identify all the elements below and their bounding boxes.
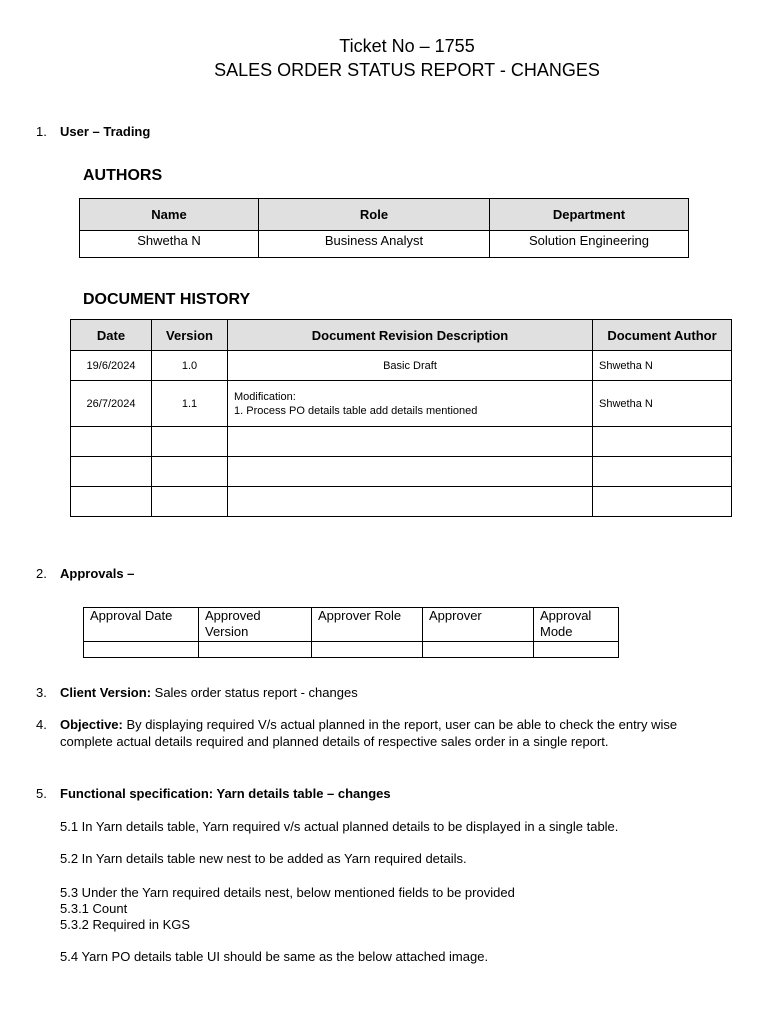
history-col-version: Version	[152, 320, 228, 351]
approvals-col-date: Approval Date	[84, 608, 199, 642]
spec-5-4: 5.4 Yarn PO details table UI should be same as the below attached image.	[60, 949, 489, 964]
author-department: Solution Engineering	[490, 231, 689, 258]
objective-line2: complete actual details required and planned details of respective sales order in a single report.	[60, 734, 609, 749]
section-4-number: 4.	[36, 717, 47, 732]
history-date: 19/6/2024	[71, 351, 152, 381]
document-title: SALES ORDER STATUS REPORT - CHANGES	[214, 60, 600, 80]
spec-5-3-1: 5.3.1 Count	[60, 901, 128, 916]
spec-5-3: 5.3 Under the Yarn required details nest, below mentioned fields to be provided	[60, 885, 515, 900]
history-author: Shwetha N	[593, 351, 732, 381]
approvals-table	[83, 607, 619, 658]
table-row	[71, 381, 732, 427]
table-row	[80, 231, 689, 258]
approvals-col-role: Approver Role	[312, 608, 423, 642]
objective-label: Objective:	[60, 717, 123, 732]
approvals-col-mode: Approval Mode	[534, 608, 619, 642]
spec-5-2: 5.2 In Yarn details table new nest to be added as Yarn required details.	[60, 851, 467, 866]
approvals-col-approver: Approver	[423, 608, 534, 642]
section-1-text: User – Trading	[60, 124, 151, 139]
history-version: 1.0	[152, 351, 228, 381]
history-author: Shwetha N	[593, 381, 732, 427]
author-name: Shwetha N	[80, 231, 259, 258]
table-row	[71, 487, 732, 517]
history-col-date: Date	[71, 320, 152, 351]
authors-heading: AUTHORS	[83, 167, 163, 184]
approvals-header-row	[84, 608, 619, 642]
section-2-text: Approvals –	[60, 566, 135, 581]
history-date: 26/7/2024	[71, 381, 152, 427]
client-version-label: Client Version:	[60, 685, 152, 700]
history-heading: DOCUMENT HISTORY	[83, 291, 251, 308]
history-table	[70, 319, 732, 517]
section-3-text	[60, 684, 358, 701]
section-3-number: 3.	[36, 685, 47, 700]
authors-col-name: Name	[80, 199, 259, 231]
objective-text: By displaying required V/s actual planned in the report, user can be able to check the entry wise	[122, 717, 678, 732]
approvals-col-version: Approved Version	[199, 608, 312, 642]
history-header-row	[71, 320, 732, 351]
authors-header-row	[80, 199, 689, 231]
section-5-number: 5.	[36, 786, 47, 801]
history-col-description: Document Revision Description	[228, 320, 593, 351]
table-row	[84, 642, 619, 658]
section-1-number: 1.	[36, 124, 47, 139]
objective-line1	[60, 716, 740, 733]
authors-col-role: Role	[259, 199, 490, 231]
authors-col-department: Department	[490, 199, 689, 231]
table-row	[71, 457, 732, 487]
spec-5-3-2: 5.3.2 Required in KGS	[60, 917, 191, 932]
spec-5-1: 5.1 In Yarn details table, Yarn required v/s actual planned details to be displayed in a single table.	[60, 819, 619, 834]
table-row	[71, 427, 732, 457]
history-description-text: Basic Draft	[383, 359, 437, 372]
section-2-number: 2.	[36, 566, 47, 581]
client-version-value: Sales order status report - changes	[151, 685, 358, 700]
authors-table	[79, 198, 689, 258]
section-5-heading: Functional specification: Yarn details table – changes	[60, 786, 391, 801]
author-role: Business Analyst	[259, 231, 490, 258]
table-row	[71, 351, 732, 381]
history-description	[228, 351, 593, 381]
history-description-line2: 1. Process PO details table add details mentioned	[234, 404, 478, 417]
history-description	[228, 381, 593, 427]
section-4-text	[60, 716, 740, 750]
history-col-author: Document Author	[593, 320, 732, 351]
ticket-number: Ticket No – 1755	[339, 36, 475, 56]
history-description-line1: Modification:	[234, 390, 296, 403]
history-version: 1.1	[152, 381, 228, 427]
